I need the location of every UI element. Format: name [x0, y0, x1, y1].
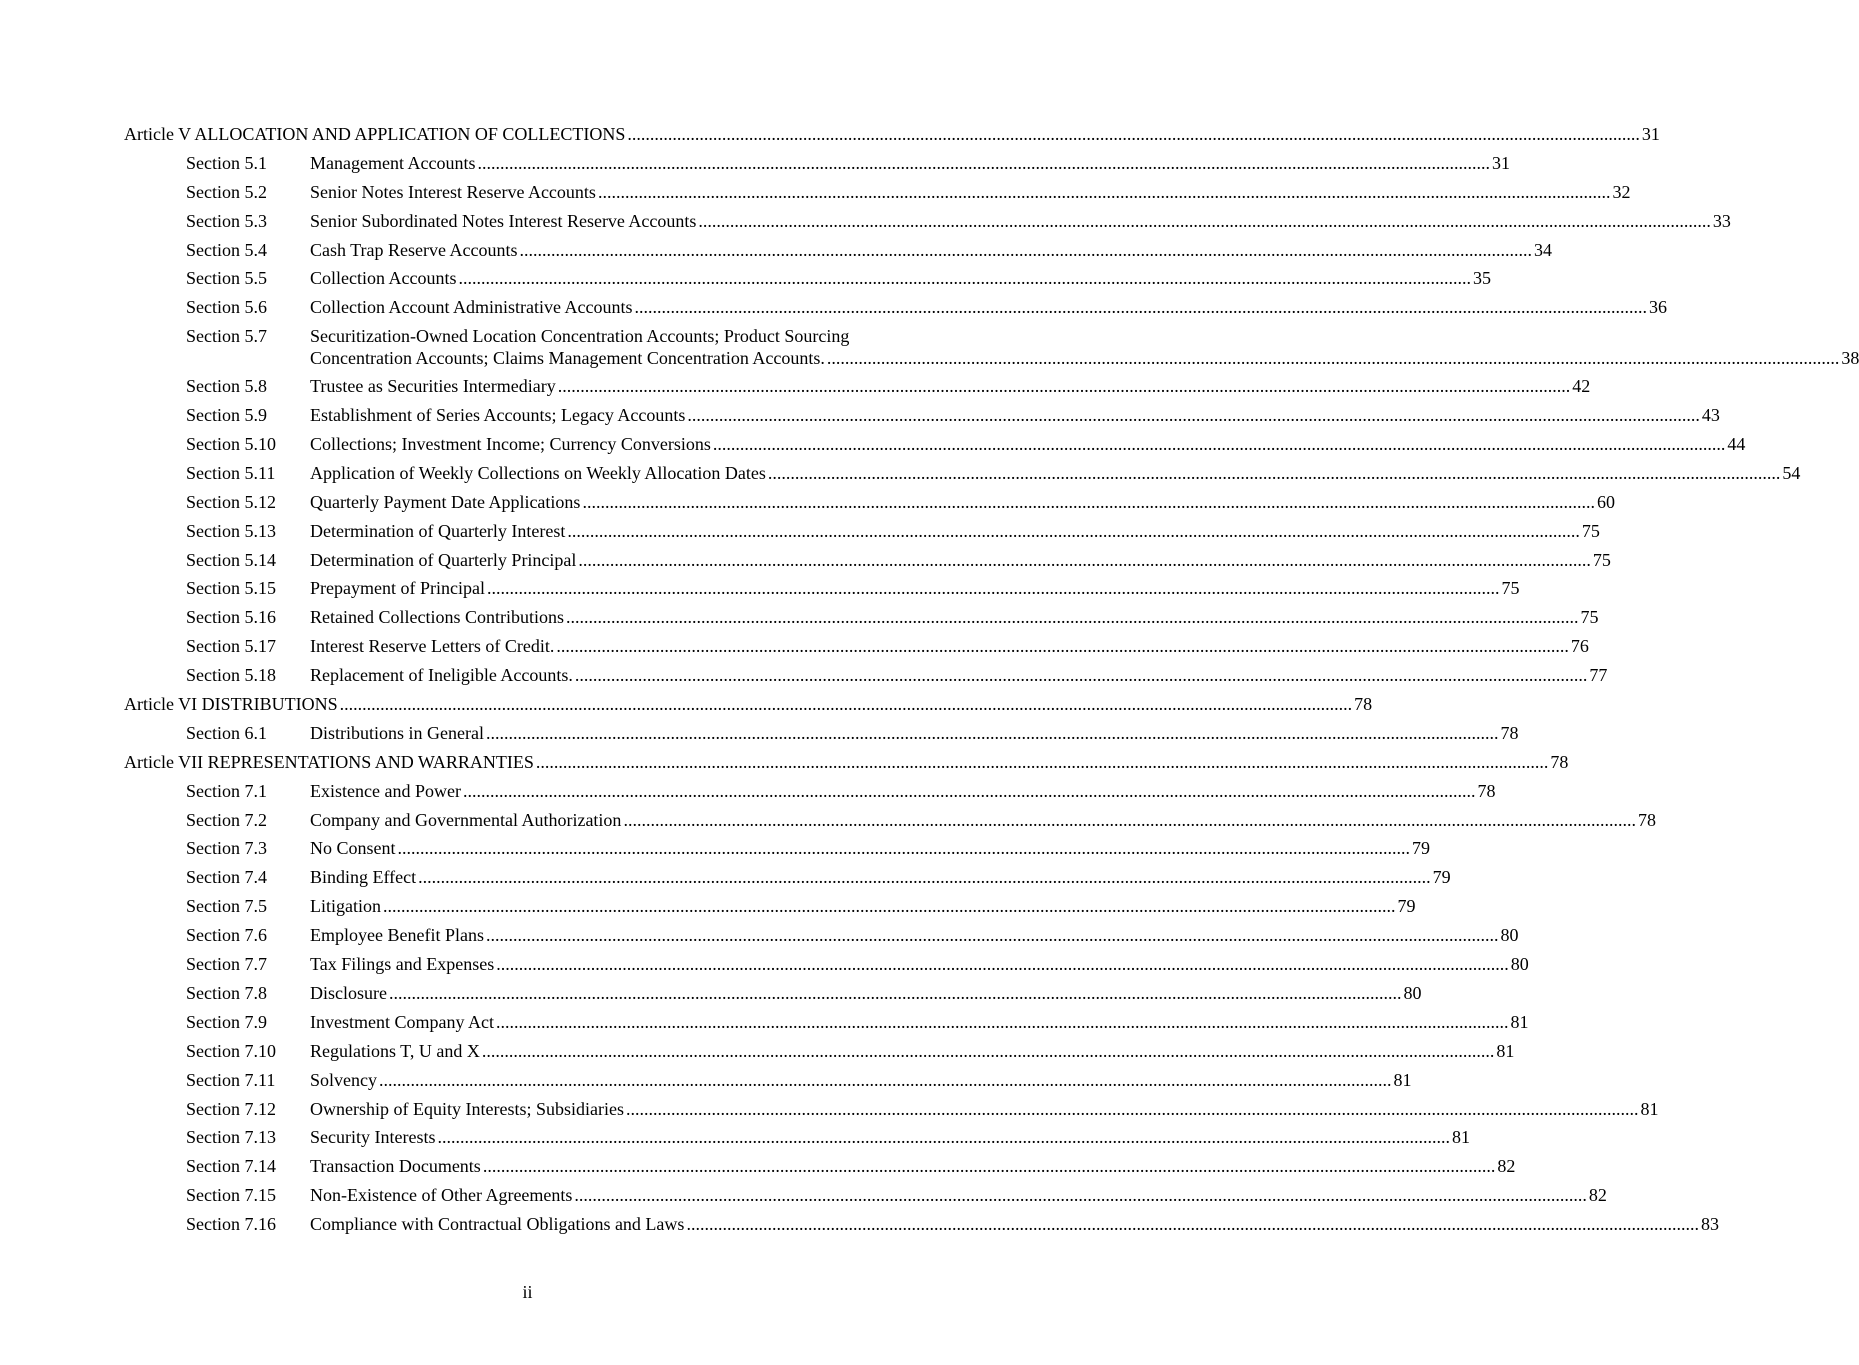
section-entry-body	[310, 210, 1731, 231]
section-number: Section 7.2	[186, 809, 267, 830]
section-title: Cash Trap Reserve Accounts	[310, 239, 518, 260]
section-number: Section 7.10	[186, 1040, 276, 1061]
toc-section-entry[interactable]	[124, 1214, 1719, 1243]
dot-leader	[598, 182, 1611, 202]
section-title: Regulations T, U and X	[310, 1040, 480, 1061]
section-title: Transaction Documents	[310, 1156, 481, 1177]
toc-section-entry[interactable]	[124, 491, 1615, 521]
section-number: Section 5.14	[186, 549, 276, 570]
section-number: Section 5.1	[186, 152, 267, 173]
section-number: Section 7.8	[186, 982, 267, 1003]
dot-leader	[379, 1070, 1392, 1090]
section-entry-body	[310, 549, 1611, 570]
section-entry-body	[310, 297, 1667, 318]
page-number-ref: 35	[1472, 268, 1491, 289]
section-entry-body	[310, 954, 1529, 975]
page-number-ref: 34	[1533, 239, 1552, 260]
dot-leader	[687, 405, 1700, 425]
dot-leader	[477, 153, 1490, 173]
dot-leader	[398, 838, 1411, 858]
section-title: Retained Collections Contributions	[310, 607, 564, 628]
section-entry-body	[310, 1185, 1607, 1206]
section-entry-body	[310, 462, 1801, 483]
page-number-ref: 81	[1496, 1040, 1515, 1061]
toc-section-entry[interactable]	[124, 896, 1416, 925]
section-number: Section 5.11	[186, 462, 276, 483]
page-number-ref: 78	[1354, 694, 1373, 715]
toc-section-entry[interactable]	[124, 607, 1599, 636]
section-number: Section 5.3	[186, 210, 267, 231]
section-title: Disclosure	[310, 982, 387, 1003]
section-number: Section 7.14	[186, 1156, 276, 1177]
page-number-ref: 75	[1501, 578, 1520, 599]
section-title: Collection Account Administrative Accounts	[310, 297, 633, 318]
section-number: Section 5.18	[186, 665, 276, 686]
page-number-ref: 80	[1500, 925, 1519, 946]
page-number-ref: 32	[1612, 181, 1631, 202]
section-entry-body	[310, 982, 1422, 1003]
section-entry-body	[310, 1156, 1516, 1177]
section-title: Litigation	[310, 896, 381, 917]
page-number-ref: 31	[1491, 152, 1510, 173]
section-title: Quarterly Payment Date Applications	[310, 491, 581, 512]
section-title: Securitization-Owned Location Concentration Accounts; Product Sourcing	[310, 326, 850, 347]
toc-section-entry[interactable]	[124, 665, 1608, 694]
page-number-ref: 83	[1700, 1214, 1719, 1235]
page-number-ref: 75	[1592, 549, 1611, 570]
section-title: Application of Weekly Collections on Weekly Allocation Dates	[310, 462, 766, 483]
page-number-ref: 81	[1393, 1069, 1412, 1090]
section-title: Replacement of Ineligible Accounts.	[310, 665, 573, 686]
section-title: Management Accounts	[310, 152, 476, 173]
section-entry-body	[310, 268, 1491, 289]
section-title: Compliance with Contractual Obligations and Laws	[310, 1214, 685, 1235]
toc-section-entry[interactable]	[124, 982, 1422, 1012]
dot-leader	[582, 492, 1595, 512]
section-number: Section 6.1	[186, 722, 267, 743]
dot-leader	[458, 268, 1471, 288]
toc-section-entry[interactable]	[124, 925, 1519, 954]
page-number: ii	[522, 1282, 533, 1302]
page-number-ref: 77	[1589, 665, 1608, 686]
toc-section-entry[interactable]	[124, 297, 1667, 326]
page-number-ref: 80	[1403, 982, 1422, 1003]
page-number-ref: 60	[1596, 491, 1615, 512]
section-entry-body	[310, 665, 1608, 686]
section-entry-body	[310, 376, 1591, 397]
toc-section-entry[interactable]	[124, 326, 1859, 376]
dot-leader	[698, 211, 1711, 231]
section-title: Determination of Quarterly Interest	[310, 520, 566, 541]
article-title: Article V ALLOCATION AND APPLICATION OF COLLECTIONS	[124, 124, 626, 144]
page-number-ref: 75	[1581, 520, 1600, 541]
section-number: Section 7.9	[186, 1011, 267, 1032]
dot-leader	[389, 983, 1402, 1003]
page-number-ref: 81	[1451, 1127, 1470, 1148]
dot-leader	[483, 1156, 1496, 1176]
page-number-ref: 54	[1782, 462, 1801, 483]
page-number-ref: 36	[1648, 297, 1667, 318]
section-number: Section 5.6	[186, 297, 267, 318]
page-number-ref: 81	[1510, 1011, 1529, 1032]
page-number-ref: 76	[1570, 636, 1589, 657]
dot-leader	[713, 434, 1726, 454]
toc-section-entry[interactable]	[124, 181, 1631, 211]
section-entry-body	[310, 1069, 1412, 1090]
dot-leader	[340, 694, 1353, 714]
article-title: Article VII REPRESENTATIONS AND WARRANTIES	[124, 751, 534, 772]
section-entry-body	[310, 1214, 1719, 1235]
toc-section-entry[interactable]	[124, 152, 1510, 182]
section-number: Section 7.6	[186, 925, 267, 946]
section-title: Non-Existence of Other Agreements	[310, 1185, 573, 1206]
toc-section-entry[interactable]	[124, 722, 1519, 752]
section-title: Trustee as Securities Intermediary	[310, 376, 556, 397]
page-number-ref: 33	[1712, 210, 1731, 231]
section-title: No Consent	[310, 838, 396, 859]
section-entry-body	[310, 405, 1720, 426]
toc-section-entry[interactable]	[124, 376, 1591, 405]
section-title-block	[310, 326, 1859, 368]
section-title: Distributions in General	[310, 722, 484, 743]
page-number-ref: 75	[1580, 607, 1599, 628]
dot-leader	[418, 867, 1431, 887]
dot-leader	[486, 723, 1499, 743]
dot-leader	[566, 607, 1579, 627]
section-title: Senior Subordinated Notes Interest Reserve Accounts	[310, 210, 697, 231]
section-number: Section 7.16	[186, 1214, 276, 1235]
dot-leader	[623, 810, 1636, 830]
dot-leader	[626, 1099, 1639, 1119]
section-number: Section 5.13	[186, 520, 276, 541]
section-title: Investment Company Act	[310, 1011, 494, 1032]
toc-section-entry[interactable]	[124, 867, 1451, 896]
toc-section-entry[interactable]	[124, 405, 1720, 434]
dot-leader	[482, 1041, 1495, 1061]
page-number-ref: 78	[1637, 809, 1656, 830]
section-entry-body	[310, 838, 1430, 859]
toc-section-entry[interactable]	[124, 462, 1801, 492]
section-entry-body	[310, 722, 1519, 743]
section-number: Section 7.4	[186, 867, 267, 888]
section-entry-body	[310, 578, 1520, 599]
section-title: Establishment of Series Accounts; Legacy Accounts	[310, 405, 686, 426]
section-entry-body	[310, 152, 1510, 173]
toc-section-entry[interactable]	[124, 578, 1520, 607]
section-entry-body	[310, 896, 1416, 917]
dot-leader	[558, 376, 1571, 396]
section-entry-body	[310, 607, 1599, 628]
toc-section-entry[interactable]	[124, 838, 1430, 867]
section-title: Company and Governmental Authorization	[310, 809, 622, 830]
page-number-ref: 79	[1432, 867, 1451, 888]
section-entry-body	[310, 925, 1519, 946]
toc-section-entry[interactable]	[124, 239, 1552, 269]
section-title: Prepayment of Principal	[310, 578, 485, 599]
toc-section-entry[interactable]	[124, 954, 1529, 983]
page-number-ref: 38	[1841, 348, 1859, 369]
section-title: Senior Notes Interest Reserve Accounts	[310, 181, 596, 202]
dot-leader	[487, 578, 1500, 598]
section-number: Section 5.2	[186, 181, 267, 202]
toc-section-entry[interactable]	[124, 1098, 1659, 1128]
section-entry-body	[310, 491, 1615, 512]
table-of-contents	[124, 124, 1859, 1243]
section-title: Determination of Quarterly Principal	[310, 549, 577, 570]
section-title: Ownership of Equity Interests; Subsidiaries	[310, 1098, 624, 1119]
dot-leader	[578, 550, 1591, 570]
dot-leader	[768, 463, 1781, 483]
section-title: Interest Reserve Letters of Credit.	[310, 636, 555, 657]
toc-section-entry[interactable]	[124, 1069, 1412, 1099]
toc-section-entry[interactable]	[124, 1011, 1529, 1041]
page-number-ref: 31	[1641, 124, 1660, 144]
toc-section-entry[interactable]	[124, 780, 1496, 810]
section-number: Section 5.15	[186, 578, 276, 599]
toc-section-entry[interactable]	[124, 210, 1731, 240]
toc-section-entry[interactable]	[124, 1185, 1607, 1214]
section-title: Binding Effect	[310, 867, 417, 888]
section-title: Security Interests	[310, 1127, 436, 1148]
section-title-line2: Concentration Accounts; Claims Management Concentration Accounts.	[310, 348, 825, 369]
dot-leader	[486, 925, 1499, 945]
dot-leader	[519, 240, 1532, 260]
section-title: Existence and Power	[310, 780, 461, 801]
toc-article-entry[interactable]	[124, 694, 1373, 723]
section-entry-body	[310, 1040, 1515, 1061]
article-title: Article VI DISTRIBUTIONS	[124, 694, 338, 715]
section-number: Section 7.11	[186, 1069, 276, 1090]
toc-section-entry[interactable]	[124, 268, 1491, 297]
page-number-ref: 82	[1497, 1156, 1516, 1177]
dot-leader	[383, 896, 1396, 916]
dot-leader	[496, 1012, 1509, 1032]
toc-section-entry[interactable]	[124, 1156, 1516, 1185]
section-number: Section 5.4	[186, 239, 267, 260]
section-number: Section 7.13	[186, 1127, 276, 1148]
toc-section-entry[interactable]	[124, 520, 1600, 550]
section-entry-body	[310, 1127, 1470, 1148]
section-entry-body	[310, 809, 1656, 830]
section-number: Section 7.1	[186, 780, 267, 801]
section-number: Section 5.16	[186, 607, 276, 628]
section-number: Section 7.3	[186, 838, 267, 859]
page-number-ref: 78	[1477, 780, 1496, 801]
section-title: Solvency	[310, 1069, 377, 1090]
dot-leader	[536, 752, 1549, 772]
dot-leader	[627, 124, 1640, 144]
section-number: Section 7.7	[186, 954, 267, 975]
section-number: Section 5.17	[186, 636, 276, 657]
dot-leader	[827, 348, 1840, 368]
section-entry-body	[310, 867, 1451, 888]
section-entry-body	[310, 1011, 1529, 1032]
dot-leader	[437, 1127, 1450, 1147]
section-entry-body	[310, 181, 1631, 202]
toc-section-entry[interactable]	[124, 636, 1589, 665]
toc-article-entry[interactable]	[124, 751, 1569, 781]
section-number: Section 5.7	[186, 326, 267, 347]
section-title-continued	[310, 348, 1859, 368]
page-number-ref: 80	[1510, 954, 1529, 975]
dot-leader	[496, 954, 1509, 974]
page-number-ref: 44	[1727, 434, 1746, 455]
section-entry-body	[310, 239, 1552, 260]
page-number-ref: 82	[1588, 1185, 1607, 1206]
dot-leader	[463, 781, 1476, 801]
section-title: Tax Filings and Expenses	[310, 954, 495, 975]
toc-section-entry[interactable]	[124, 809, 1656, 839]
toc-section-entry[interactable]	[124, 434, 1746, 463]
section-entry-body	[310, 520, 1600, 541]
section-title: Collection Accounts	[310, 268, 457, 289]
dot-leader	[556, 636, 1569, 656]
section-entry-body	[310, 1098, 1659, 1119]
page-number-ref: 78	[1500, 722, 1519, 743]
toc-section-entry[interactable]	[124, 1040, 1515, 1070]
toc-section-entry[interactable]	[124, 549, 1611, 579]
dot-leader	[574, 1185, 1587, 1205]
toc-section-entry[interactable]	[124, 1127, 1470, 1156]
dot-leader	[567, 521, 1580, 541]
section-number: Section 7.15	[186, 1185, 276, 1206]
page-number-ref: 79	[1397, 896, 1416, 917]
section-number: Section 5.5	[186, 268, 267, 289]
page-number-ref: 42	[1572, 376, 1591, 397]
section-title: Employee Benefit Plans	[310, 925, 484, 946]
page-number-ref: 43	[1701, 405, 1720, 426]
section-entry-body	[310, 780, 1496, 801]
page-number-ref: 78	[1550, 751, 1569, 772]
section-title: Collections; Investment Income; Currency Conversions	[310, 434, 711, 455]
section-number: Section 5.9	[186, 405, 267, 426]
section-number: Section 5.8	[186, 376, 267, 397]
toc-article-entry[interactable]	[124, 124, 1660, 153]
section-number: Section 5.10	[186, 434, 276, 455]
dot-leader	[634, 297, 1647, 317]
page-number-ref: 81	[1640, 1098, 1659, 1119]
section-entry-body	[310, 434, 1746, 455]
page-number-ref: 79	[1412, 838, 1430, 859]
section-number: Section 7.12	[186, 1098, 276, 1119]
section-entry-body	[310, 636, 1589, 657]
section-number: Section 5.12	[186, 491, 276, 512]
section-number: Section 7.5	[186, 896, 267, 917]
dot-leader	[686, 1214, 1699, 1234]
dot-leader	[575, 665, 1588, 685]
